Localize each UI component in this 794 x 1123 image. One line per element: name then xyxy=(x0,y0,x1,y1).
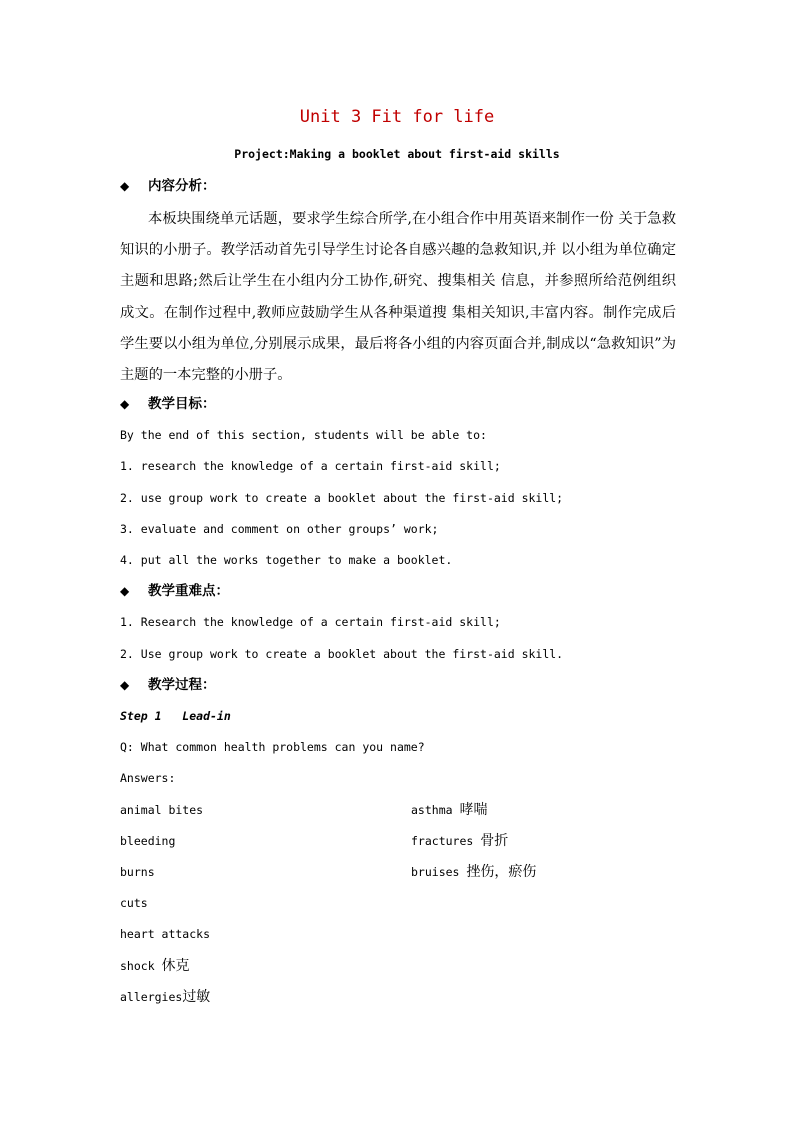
objective-item: 4. put all the works together to make a booklet. xyxy=(120,553,453,567)
heading-label: 教学重难点： xyxy=(148,583,229,599)
content-analysis-paragraph: 本板块围绕单元话题，要求学生综合所学,在小组合作中用英语来制作一份 关于急救知识的小册子。教学活动首先引导学生讨论各自感兴趣的急救知识,并 以小组为单位确定主题和思路;然后让学生在小组内分工协作,研究、搜集相关 信息，并参照所给范例组织成文。在制作过程中,教师应鼓励学生从各种渠道搜 集相关知识,丰富内容。制作完成后学生要以小组为单位,分别展示成果，最后将各小组的内容页面合并,制成以“急救知识”为主题的一本完整的小册子。 xyxy=(120,211,676,384)
answer-item: cuts xyxy=(120,896,148,910)
answer-item: allergies过敏 xyxy=(120,989,211,1005)
answer-item: bruises 挫伤，瘀伤 xyxy=(411,864,537,880)
answer-item: animal bites xyxy=(120,803,204,817)
lead-in-question: Q: What common health problems can you name? xyxy=(120,740,425,754)
heading-label: 教学过程： xyxy=(148,677,216,693)
answer-item: asthma 哮喘 xyxy=(411,802,488,818)
diamond-bullet-icon: ◆ xyxy=(120,584,130,598)
heading-key-points xyxy=(120,581,229,601)
document-title: Unit 3 Fit for life xyxy=(299,107,495,127)
key-point-item: 2. Use group work to create a booklet about the first-aid skill. xyxy=(120,647,564,661)
answer-item: burns xyxy=(120,865,155,879)
step-1-label: Step 1 Lead-in xyxy=(120,709,231,723)
document-subtitle: Project:Making a booklet about first-aid skills xyxy=(234,147,560,161)
heading-procedure xyxy=(120,675,216,695)
diamond-bullet-icon: ◆ xyxy=(120,678,130,692)
objectives-intro: By the end of this section, students will be able to: xyxy=(120,428,487,442)
heading-label: 内容分析： xyxy=(148,178,216,194)
answer-item: fractures 骨折 xyxy=(411,833,509,849)
diamond-bullet-icon: ◆ xyxy=(120,397,130,411)
answer-item: bleeding xyxy=(120,834,176,848)
objective-item: 2. use group work to create a booklet about the first-aid skill; xyxy=(120,491,564,505)
heading-label: 教学目标： xyxy=(148,396,216,412)
key-point-item: 1. Research the knowledge of a certain first-aid skill; xyxy=(120,615,501,629)
answer-item: shock 休克 xyxy=(120,958,190,974)
objective-item: 3. evaluate and comment on other groups’ work; xyxy=(120,522,439,536)
heading-objectives xyxy=(120,394,216,414)
heading-content-analysis xyxy=(120,176,216,196)
answers-label: Answers: xyxy=(120,771,176,785)
diamond-bullet-icon: ◆ xyxy=(120,179,130,193)
objective-item: 1. research the knowledge of a certain first-aid skill; xyxy=(120,459,501,473)
answer-item: heart attacks xyxy=(120,927,211,941)
